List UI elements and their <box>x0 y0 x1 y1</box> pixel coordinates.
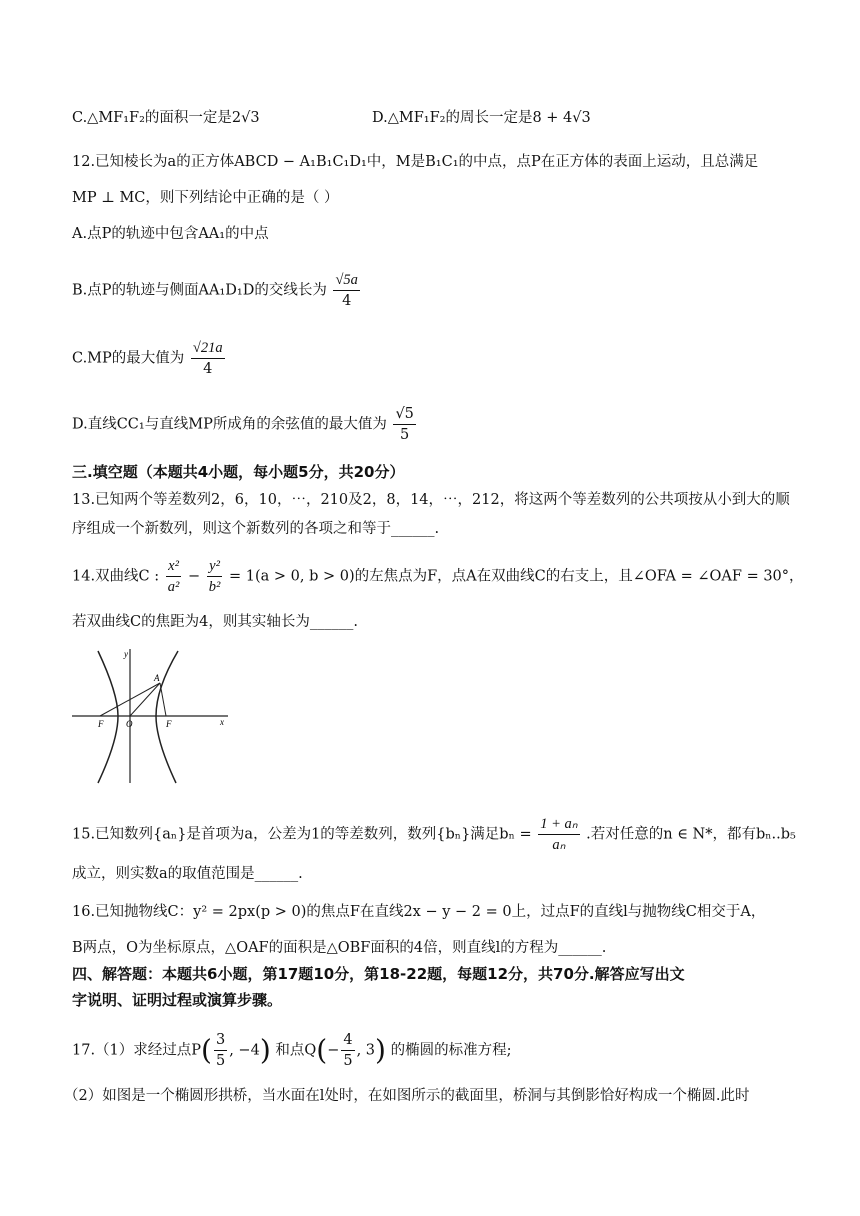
paren-close: ) <box>375 1033 386 1067</box>
label-f-right: F <box>166 719 172 729</box>
q12-stem-line2: MP ⊥ MC，则下列结论中正确的是（ ） <box>72 190 339 206</box>
fraction-denominator: aₙ <box>552 837 566 853</box>
q14-prefix: 14.双曲线C : <box>72 568 160 585</box>
label-o: O <box>126 719 133 729</box>
label-y: y <box>124 649 128 659</box>
q16-line2: B两点，O为坐标原点，△OAF的面积是△OBF面积的4倍，则直线l的方程为______. <box>72 940 607 956</box>
q12-option-b <box>72 270 362 311</box>
q12-option-c-fraction <box>191 338 225 379</box>
label-f-left: F <box>98 719 104 729</box>
hyperbola-right-branch <box>156 651 178 783</box>
q17-part1-suffix: 的椭圆的标准方程; <box>390 1042 512 1059</box>
q17-part1-mid: 和点Q <box>275 1042 317 1059</box>
q14-minus: − <box>187 568 201 585</box>
q17-part1-prefix: 17.（1）求经过点P <box>72 1042 202 1059</box>
q15-line1 <box>72 814 796 855</box>
q11-option-d: D.△MF₁F₂的周长一定是8 + 4√3 <box>372 110 591 126</box>
q13-line2: 序组成一个新数列，则这个新数列的各项之和等于______. <box>72 521 440 537</box>
label-x: x <box>220 717 224 727</box>
fraction-denominator: b² <box>208 579 221 595</box>
q12-option-d-text: D.直线CC₁与直线MP所成角的余弦值的最大值为 <box>72 416 387 433</box>
q14-fraction-y <box>207 556 223 597</box>
fraction-denominator: 4 <box>203 361 213 377</box>
hyperbola-left-branch <box>98 651 118 783</box>
q12-option-a: A.点P的轨迹中包含AA₁的中点 <box>72 226 269 242</box>
q14-fraction-x <box>166 556 182 597</box>
point-p-y: , −4 <box>229 1042 260 1059</box>
fraction-numerator: 4 <box>341 1030 354 1051</box>
paren-close: ) <box>259 1033 271 1067</box>
q15-suffix: .若对任意的n ∈ N*，都有bₙ..b₅ <box>586 826 796 843</box>
segment-af <box>160 683 166 716</box>
label-a: A <box>154 673 160 683</box>
fraction-denominator: a² <box>167 579 180 595</box>
q15-prefix: 15.已知数列{aₙ}是首项为a，公差为1的等差数列，数列{bₙ}满足bₙ = <box>72 826 532 843</box>
q12-option-b-fraction <box>333 270 359 311</box>
fraction-numerator: x² <box>166 556 181 577</box>
point-q-minus: − <box>327 1042 340 1059</box>
q16-line1: 16.已知抛物线C：y² = 2px(p > 0)的焦点F在直线2x − y − 2 = 0上，过点F的直线l与抛物线C相交于A， <box>72 904 766 920</box>
q12-option-d <box>72 404 418 445</box>
fraction-numerator: 3 <box>214 1030 227 1051</box>
q14-suffix: = 1(a > 0, b > 0)的左焦点为F，点A在双曲线C的右支上，且∠OFA = ∠OAF = 30°， <box>228 568 804 585</box>
fraction-denominator: 5 <box>343 1053 353 1069</box>
point-p-x-fraction <box>214 1030 227 1071</box>
fraction-numerator: √21a <box>191 338 225 359</box>
section-4-heading-line1: 四、解答题：本题共6小题，第17题10分，第18-22题，每题12分，共70分.解答应写出文 <box>72 965 685 983</box>
fraction-numerator: √5 <box>393 404 415 425</box>
q13-line1: 13.已知两个等差数列2，6，10，⋯，210及2，8，14，⋯，212，将这两个等差数列的公共项按从小到大的顺 <box>72 492 790 508</box>
q12-option-c <box>72 338 227 379</box>
q11-option-c: C.△MF₁F₂的面积一定是2√3 <box>72 110 260 126</box>
q17-part2: （2）如图是一个椭圆形拱桥，当水面在l处时，在如图所示的截面里，桥洞与其倒影恰好构成一个椭圆.此时 <box>64 1088 750 1104</box>
fraction-denominator: 5 <box>215 1053 226 1069</box>
point-q-y: , 3 <box>356 1042 376 1059</box>
section-3-heading: 三.填空题（本题共4小题，每小题5分，共20分） <box>72 463 405 481</box>
q17-part1 <box>72 1030 511 1071</box>
fraction-numerator: 1 + aₙ <box>538 814 579 835</box>
q12-option-b-text: B.点P的轨迹与侧面AA₁D₁D的交线长为 <box>72 282 327 299</box>
q12-stem-line1: 12.已知棱长为a的正方体ABCD − A₁B₁C₁D₁中，M是B₁C₁的中点，点P在正方体的表面上运动，且总满足 <box>72 154 759 170</box>
fraction-numerator: √5a <box>333 270 359 291</box>
q15-line2: 成立，则实数a的取值范围是______. <box>72 866 303 882</box>
paren-open: ( <box>316 1033 328 1067</box>
paren-open: ( <box>201 1033 212 1067</box>
q14-line2: 若双曲线C的焦距为4，则其实轴长为______. <box>72 614 358 630</box>
section-4-heading-line2: 字说明、证明过程或演算步骤。 <box>72 991 283 1009</box>
q15-fraction <box>538 814 579 855</box>
q12-option-c-text: C.MP的最大值为 <box>72 350 185 367</box>
q12-option-d-fraction <box>393 404 415 445</box>
fraction-denominator: 4 <box>342 293 352 309</box>
q14-line1 <box>72 556 804 597</box>
fraction-numerator: y² <box>207 556 222 577</box>
fraction-denominator: 5 <box>400 427 410 443</box>
point-q-x-fraction <box>341 1030 354 1071</box>
hyperbola-figure <box>70 645 230 787</box>
